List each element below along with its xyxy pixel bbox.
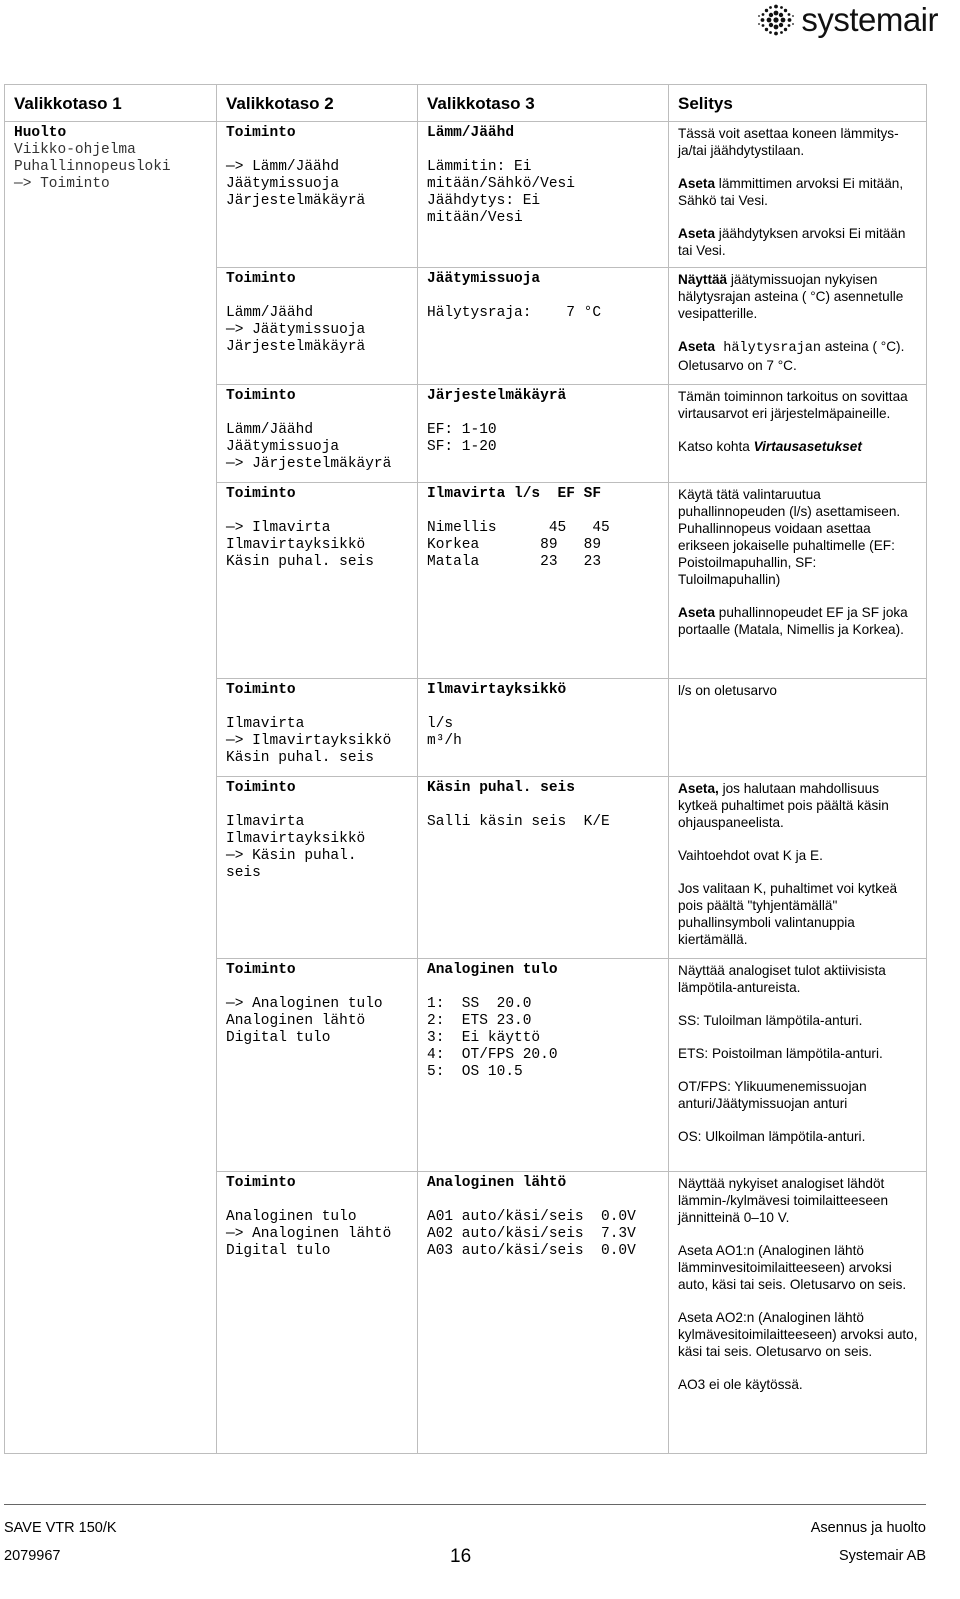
explanation-text: Jos valitaan K, puhaltimet voi kytkeä pois päältä "tyhjentämällä" puhallinsymboli valintanuppia kiertämällä. <box>678 881 898 947</box>
explanation-paragraph <box>678 604 918 638</box>
menu-line: 2: ETS 23.0 <box>427 1013 532 1029</box>
explanation-cell <box>669 268 927 385</box>
footer-doc-number: 2079967 <box>4 1548 61 1564</box>
level3-cell <box>418 483 669 679</box>
brand-logo <box>757 2 938 38</box>
menu-heading: Toiminto <box>226 682 296 698</box>
explanation-text: Käytä tätä valintaruutua puhallinnopeuden (l/s) asettamiseen. Puhallinnopeus voidaan asettaa erikseen jokaiselle puhaltimelle (EF: Poistoilmapuhallin, SF: Tuloilmapuhallin) <box>678 487 901 587</box>
explanation-paragraph <box>678 880 918 948</box>
menu-line: A02 auto/käsi/seis 7.3V <box>427 1226 636 1242</box>
explanation-paragraph <box>678 338 918 374</box>
explanation-keyword: Aseta <box>678 339 716 354</box>
menu-line: Lämm/Jäähd <box>226 422 314 438</box>
explanation-paragraph <box>678 1128 918 1145</box>
level1-cell <box>5 122 217 1454</box>
explanation-cell <box>669 777 927 959</box>
explanation-text: Aseta AO1:n (Analoginen lähtö lämminvesitoimilaitteeseen) arvoksi auto, käsi tai seis. Oletusarvo on seis. <box>678 1243 907 1292</box>
explanation-paragraph <box>678 682 918 699</box>
menu-line: —> Ilmavirta <box>226 520 331 536</box>
explanation-text: SS: Tuloilman lämpötila-anturi. <box>678 1013 863 1028</box>
menu-line: Lämmitin: Ei <box>427 159 532 175</box>
menu-line <box>427 405 660 422</box>
menu-line: SF: 1-20 <box>427 439 497 455</box>
menu-line: mitään/Sähkö/Vesi <box>427 176 575 192</box>
menu-line: Analoginen tulo <box>226 1209 357 1225</box>
level2-cell <box>217 959 418 1172</box>
menu-line <box>226 797 409 814</box>
level3-cell <box>418 679 669 777</box>
menu-heading: Toiminto <box>226 125 296 141</box>
header-row <box>5 85 927 122</box>
menu-line: A01 auto/käsi/seis 0.0V <box>427 1209 636 1225</box>
menu-line <box>226 288 409 305</box>
menu-line: Analoginen lähtö <box>226 1013 366 1029</box>
footer-rule <box>4 1504 926 1505</box>
menu-line: —> Jäätymissuoja <box>226 322 366 338</box>
explanation-text: Vaihtoehdot ovat K ja E. <box>678 848 823 863</box>
menu-line <box>226 503 409 520</box>
menu-line: Salli käsin seis K/E <box>427 814 610 830</box>
menu-line: Ilmavirta <box>226 814 305 830</box>
level3-cell <box>418 122 669 268</box>
menu-line: Matala 23 23 <box>427 554 602 570</box>
footer-company: Systemair AB <box>838 1548 926 1564</box>
header-level3: Valikkotaso 3 <box>418 85 669 122</box>
menu-heading: Toiminto <box>226 486 296 502</box>
explanation-paragraph <box>678 175 918 209</box>
menu-line: Käsin puhal. seis <box>226 554 374 570</box>
explanation-text: OT/FPS: Ylikuumenemissuojan anturi/Jäätymissuojan anturi <box>678 1079 867 1111</box>
explanation-text: jos halutaan mahdollisuus kytkeä puhaltimet pois päältä käsin ohjauspaneelista. <box>678 781 889 830</box>
header-explanation: Selitys <box>669 85 927 122</box>
explanation-paragraph <box>678 125 918 159</box>
explanation-keyword: Aseta <box>678 176 716 191</box>
explanation-paragraph <box>678 847 918 864</box>
menu-line: Ilmavirtayksikkö <box>226 537 366 553</box>
menu-line: —> Käsin puhal. <box>226 848 357 864</box>
menu-line: Ilmavirta <box>226 716 305 732</box>
explanation-paragraph <box>678 1376 918 1393</box>
menu-line: seis <box>226 865 261 881</box>
brand-name: systemair <box>801 1 938 38</box>
menu-line: l/s <box>427 716 454 732</box>
explanation-paragraph <box>678 225 918 259</box>
explanation-text: Näyttää nykyiset analogiset lähdöt lämmin-/kylmävesi toimilaitteeseen jännitteinä 0–10 V. <box>678 1176 889 1225</box>
explanation-text: l/s on oletusarvo <box>678 683 777 698</box>
explanation-paragraph <box>678 780 918 831</box>
menu-line: Jäätymissuoja <box>226 439 340 455</box>
menu-line: Järjestelmäkäyrä <box>226 193 366 209</box>
explanation-parameter: hälytysrajan <box>715 341 822 356</box>
explanation-paragraph <box>678 1175 918 1226</box>
menu-line <box>427 979 660 996</box>
explanation-cell <box>669 1172 927 1454</box>
footer-subtitle: Asennus ja huolto <box>810 1520 926 1536</box>
explanation-cell <box>669 122 927 268</box>
level2-cell <box>217 122 418 268</box>
explanation-text: ETS: Poistoilman lämpötila-anturi. <box>678 1046 883 1061</box>
menu-line: Jäätymissuoja <box>226 176 340 192</box>
menu-line <box>427 142 660 159</box>
menu-line <box>226 699 409 716</box>
explanation-paragraph <box>678 388 918 422</box>
level3-cell <box>418 777 669 959</box>
explanation-paragraph <box>678 271 918 322</box>
explanation-text: lämmittimen arvoksi Ei mitään, Sähkö tai Vesi. <box>678 176 904 208</box>
explanation-paragraph <box>678 962 918 996</box>
explanation-text: jäätymissuojan nykyisen hälytysrajan asteina ( °C) asennetulle vesipatterille. <box>678 272 904 321</box>
explanation-text: Aseta AO2:n (Analoginen lähtö kylmävesitoimilaitteeseen) arvoksi auto, käsi tai seis. Oletusarvo on seis. <box>678 1310 918 1359</box>
menu-line: 3: Ei käyttö <box>427 1030 541 1046</box>
level2-cell <box>217 483 418 679</box>
menu-line <box>226 1192 409 1209</box>
menu-line: Lämm/Jäähd <box>226 305 314 321</box>
menu-heading: Toiminto <box>226 388 296 404</box>
explanation-text: asteina ( °C). Oletusarvo on 7 °C. <box>678 339 905 373</box>
menu-heading: Toiminto <box>226 780 296 796</box>
explanation-cell <box>669 385 927 483</box>
menu-heading: Käsin puhal. seis <box>427 780 575 796</box>
explanation-reference: Virtausasetukset <box>753 439 862 454</box>
menu-line: Järjestelmäkäyrä <box>226 339 366 355</box>
explanation-paragraph <box>678 1045 918 1062</box>
menu-heading: Lämm/Jäähd <box>427 125 515 141</box>
level1-item: Puhallinnopeusloki <box>14 159 171 175</box>
explanation-cell <box>669 483 927 679</box>
menu-line: —> Ilmavirtayksikkö <box>226 733 392 749</box>
header-level2: Valikkotaso 2 <box>217 85 418 122</box>
systemair-logo-icon <box>757 2 795 38</box>
explanation-keyword: Näyttää <box>678 272 728 287</box>
level2-cell <box>217 268 418 385</box>
explanation-text: OS: Ulkoilman lämpötila-anturi. <box>678 1129 866 1144</box>
menu-line <box>226 979 409 996</box>
explanation-text: Näyttää analogiset tulot aktiivisista lämpötila-antureista. <box>678 963 886 995</box>
menu-line: Hälytysraja: 7 °C <box>427 305 602 321</box>
explanation-paragraph <box>678 1078 918 1112</box>
explanation-paragraph <box>678 486 918 588</box>
explanation-text: Tässä voit asettaa koneen lämmitys- ja/tai jäähdytystilaan. <box>678 126 899 158</box>
menu-heading: Ilmavirta l/s EF SF <box>427 486 602 502</box>
menu-line <box>226 142 409 159</box>
level3-cell <box>418 1172 669 1454</box>
menu-line: EF: 1-10 <box>427 422 497 438</box>
level3-cell <box>418 385 669 483</box>
menu-line: Digital tulo <box>226 1243 331 1259</box>
menu-line: —> Analoginen tulo <box>226 996 383 1012</box>
menu-heading: Ilmavirtayksikkö <box>427 682 567 698</box>
page-number: 16 <box>450 1546 472 1567</box>
menu-line: mitään/Vesi <box>427 210 523 226</box>
menu-line <box>226 405 409 422</box>
level1-item: —> Toiminto <box>14 176 110 192</box>
menu-line <box>427 288 660 305</box>
explanation-paragraph <box>678 1012 918 1029</box>
level2-cell <box>217 777 418 959</box>
explanation-keyword: Aseta <box>678 605 716 620</box>
explanation-keyword: Aseta, <box>678 781 719 796</box>
menu-line <box>427 797 660 814</box>
level2-cell <box>217 385 418 483</box>
menu-line: —> Analoginen lähtö <box>226 1226 392 1242</box>
level3-cell <box>418 268 669 385</box>
menu-line <box>427 503 660 520</box>
menu-heading: Toiminto <box>226 962 296 978</box>
menu-heading: Toiminto <box>226 1175 296 1191</box>
menu-line: —> Järjestelmäkäyrä <box>226 456 392 472</box>
level1-heading: Huolto <box>14 125 67 141</box>
menu-line: Jäähdytys: Ei <box>427 193 541 209</box>
explanation-text: puhallinnopeudet EF ja SF joka portaalle (Matala, Nimellis ja Korkea). <box>678 605 908 637</box>
explanation-cell <box>669 959 927 1172</box>
menu-line: Digital tulo <box>226 1030 331 1046</box>
footer-model: SAVE VTR 150/K <box>4 1520 117 1536</box>
menu-heading: Jäätymissuoja <box>427 271 541 287</box>
explanation-paragraph <box>678 438 918 455</box>
menu-line: Ilmavirtayksikkö <box>226 831 366 847</box>
menu-heading: Toiminto <box>226 271 296 287</box>
menu-line <box>427 699 660 716</box>
menu-line: —> Lämm/Jäähd <box>226 159 340 175</box>
level3-cell <box>418 959 669 1172</box>
menu-line <box>427 1192 660 1209</box>
level1-item: Viikko-ohjelma <box>14 142 136 158</box>
explanation-text: Katso kohta <box>678 439 754 454</box>
menu-heading: Järjestelmäkäyrä <box>427 388 567 404</box>
menu-line: 1: SS 20.0 <box>427 996 532 1012</box>
menu-line: Nimellis 45 45 <box>427 520 610 536</box>
explanation-paragraph <box>678 1309 918 1360</box>
menu-table <box>4 84 927 1454</box>
menu-line: Käsin puhal. seis <box>226 750 374 766</box>
menu-line: 5: OS 10.5 <box>427 1064 523 1080</box>
header-level1: Valikkotaso 1 <box>5 85 217 122</box>
explanation-cell <box>669 679 927 777</box>
menu-heading: Analoginen tulo <box>427 962 558 978</box>
menu-line: m³/h <box>427 733 462 749</box>
level2-cell <box>217 1172 418 1454</box>
explanation-text: jäähdytyksen arvoksi Ei mitään tai Vesi. <box>678 226 906 258</box>
menu-line: 4: OT/FPS 20.0 <box>427 1047 558 1063</box>
menu-heading: Analoginen lähtö <box>427 1175 567 1191</box>
menu-line: Korkea 89 89 <box>427 537 602 553</box>
explanation-text: Tämän toiminnon tarkoitus on sovittaa virtausarvot eri järjestelmäpaineille. <box>678 389 908 421</box>
explanation-paragraph <box>678 1242 918 1293</box>
explanation-text: AO3 ei ole käytössä. <box>678 1377 803 1392</box>
menu-line: A03 auto/käsi/seis 0.0V <box>427 1243 636 1259</box>
explanation-keyword: Aseta <box>678 226 716 241</box>
level2-cell <box>217 679 418 777</box>
table-row <box>5 122 927 268</box>
